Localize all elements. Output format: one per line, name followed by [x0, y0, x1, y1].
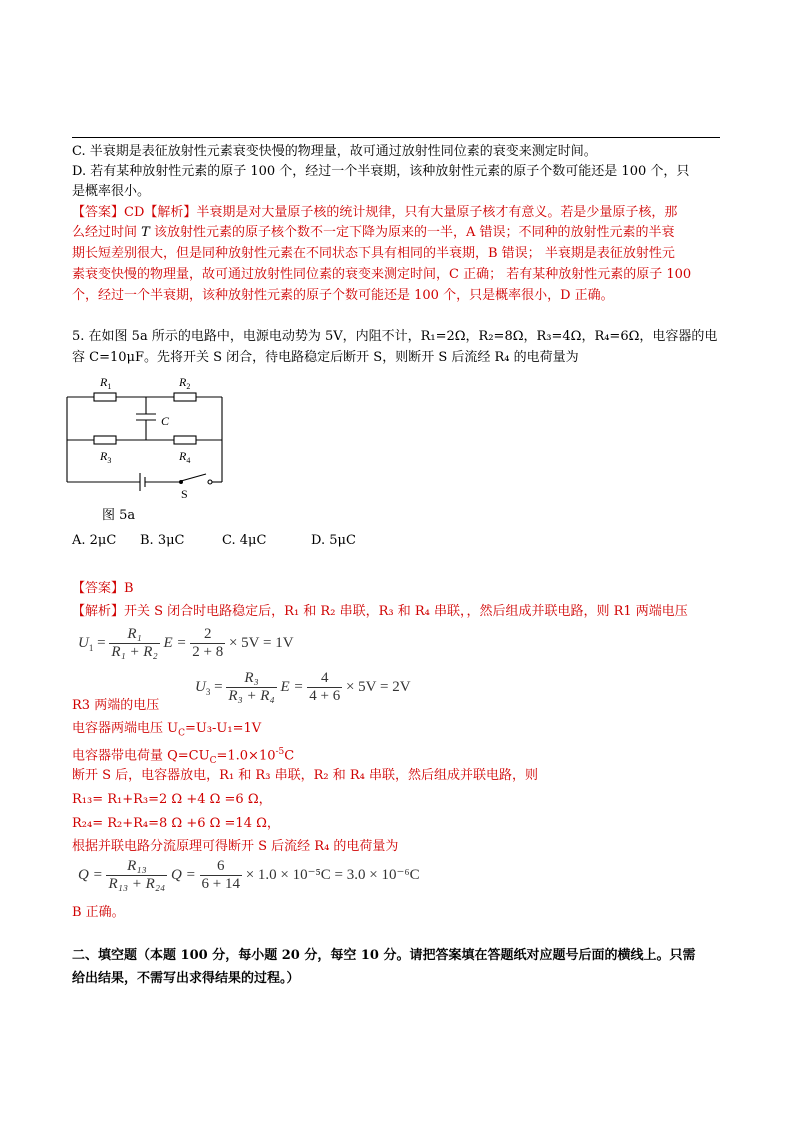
after-switch-line: 断开 S 后，电容器放电，R₁ 和 R₃ 串联，R₂ 和 R₄ 串联，然后组成并联电路，则 — [72, 768, 538, 783]
label-r4: R — [179, 449, 187, 463]
header-rule — [72, 137, 720, 138]
option-b: B. 3μC — [140, 533, 185, 548]
resistor-r1 — [94, 393, 116, 401]
answer-block-5: 个，经过一个半衰期，该种放射性元素的原子个数可能还是 100 个，只是概率很小，D 正确。 — [72, 288, 614, 303]
r3-voltage-label: R3 两端的电压 — [72, 698, 160, 713]
label-c: C — [161, 414, 170, 428]
answer-label: 【答案】B — [72, 581, 134, 596]
equation-u3: $U_3$ = $\frac{\text{R₃}}{\text{R₃ + R₄}}$ E = $\frac{4}{4 + 6}$ × 5V = 2V — [195, 670, 411, 704]
section-2-heading-1: 二、填空题（本题 100 分，每小题 20 分，每空 10 分。请把答案填在答题纸对应题号后面的横线上。只需 — [72, 948, 696, 963]
circuit-diagram — [60, 372, 240, 532]
capacitor-voltage-line: 电容器两端电压 $U_C=U_3-U_1=1V$ — [72, 721, 262, 739]
label-r3: R — [100, 449, 108, 463]
resistor-r3 — [94, 436, 116, 444]
conclusion-line: B 正确。 — [72, 905, 125, 920]
analysis-line: 【解析】开关 S 闭合时电路稳定后，R₁ 和 R₂ 串联，R₃ 和 R₄ 串联，，然后组成并联电路，则 R1 两端电压 — [72, 604, 688, 619]
label-r2: R — [179, 375, 187, 389]
answer-block-1: 【答案】CD【解析】半衰期是对大量原子核的统计规律，只有大量原子核才有意义。若是少量原子核，那 — [72, 205, 678, 220]
option-c-text: C. 半衰期是表征放射性元素衰变快慢的物理量，故可通过放射性同位素的衰变来测定时间。 — [72, 144, 597, 159]
section-2-heading-2: 给出结果，不需写出求得结果的过程。） — [72, 971, 300, 986]
label-s: S — [181, 487, 188, 501]
r13-line: R₁₃= R₁+R₃=2 Ω +4 Ω =6 Ω， — [72, 792, 272, 807]
option-c: C. 4μC — [222, 533, 267, 548]
svg-text:R1: $R_1$ — [100, 375, 112, 391]
figure-caption: 图 5a — [102, 508, 136, 523]
answer-block-2: 么经过时间 T 该放射性元素的原子核个数不一定下降为原来的一半，A 错误；不同种的放射性元素的半衰 — [72, 225, 675, 240]
option-d: D. 5μC — [311, 533, 356, 548]
parallel-line: 根据并联电路分流原理可得断开 S 后流经 R₄ 的电荷量为 — [72, 839, 399, 854]
svg-text:R3: $R_3$ — [100, 449, 112, 465]
label-r1: R — [100, 375, 108, 389]
answer-block-3: 期长短差别很大，但是同种放射性元素在不同状态下具有相同的半衰期，B 错误； 半衰期是表征放射性元 — [72, 246, 675, 261]
option-d-text-2: 是概率很小。 — [72, 184, 151, 199]
answer-block-4: 素衰变快慢的物理量，故可通过放射性同位素的衰变来测定时间，C 正确； 若有某种放射性元素的原子 100 — [72, 267, 692, 282]
option-a: A. 2μC — [72, 533, 117, 548]
svg-text:R4: $R_4$ — [179, 449, 191, 465]
resistor-r4 — [174, 436, 196, 444]
capacitor-charge-line: 电容器带电荷量 $Q=CU_C=1.0\times 10^{-5}C$ — [72, 747, 295, 766]
r24-line: R₂₄= R₂+R₄=8 Ω +6 Ω =14 Ω， — [72, 816, 280, 831]
svg-text:R2: $R_2$ — [179, 375, 191, 391]
equation-u1: $U_1$ = $\frac{\text{R₁}}{\text{R₁ + R₂}}$ E = $\frac{2}{2 + 8}$ × 5V = 1V — [78, 626, 294, 660]
question-5-line-1: 5. 在如图 5a 所示的电路中，电源电动势为 5V，内阻不计，R₁=2Ω，R₂=8Ω，R₃=4Ω，R₄=6Ω，电容器的电 — [72, 329, 718, 344]
question-5-line-2: 容 C=10μF。先将开关 S 闭合，待电路稳定后断开 S，则断开 S 后流经 R₄ 的电荷量为 — [72, 350, 579, 365]
option-d-text-1: D. 若有某种放射性元素的原子 100 个，经过一个半衰期，该种放射性元素的原子个数可能还是 100 个，只 — [72, 164, 690, 179]
equation-q: Q = $\frac{\text{R₁₃}}{\text{R₁₃ + R₂₄}}$ Q = $\frac{6}{6 + 14}$ × 1.0 × 10⁻⁵C = 3.0 × 10⁻⁶C — [78, 858, 420, 892]
switch-blade — [181, 474, 206, 481]
resistor-r2 — [174, 393, 196, 401]
